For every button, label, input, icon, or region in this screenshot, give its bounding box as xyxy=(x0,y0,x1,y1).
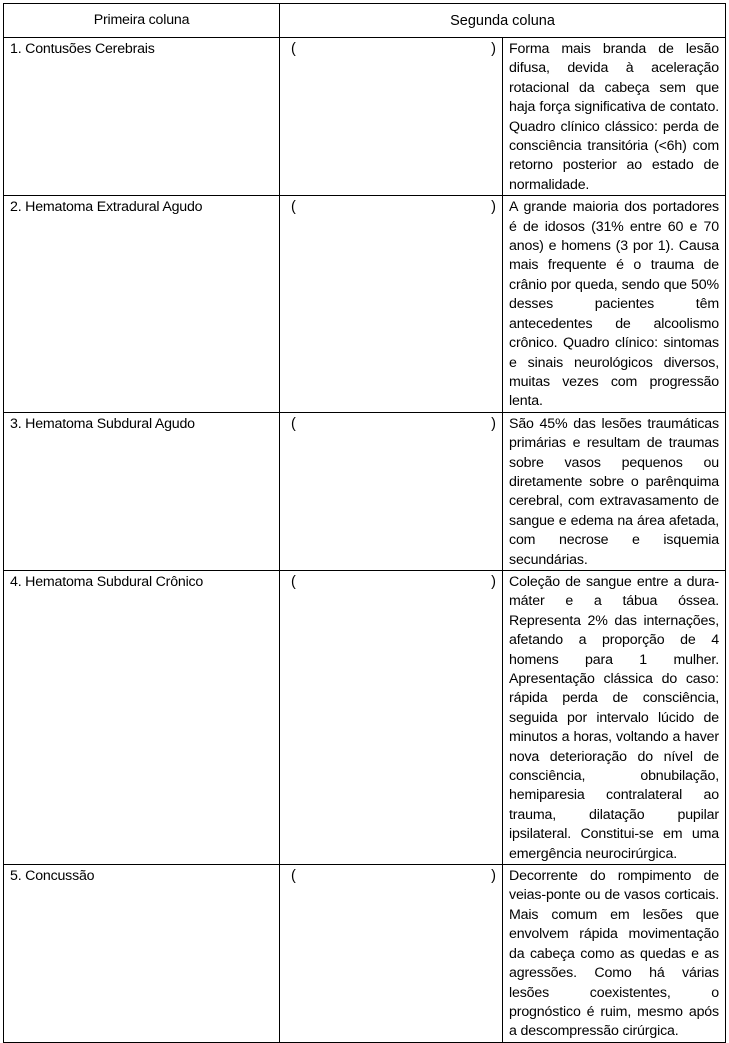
row-label: 5. Concussão xyxy=(4,865,280,1043)
row-description: Forma mais branda de lesão difusa, devida à aceleração rotacional da cabeça sem que haja força significativa de contato. Quadro clínico clássico: perda de consciência transitória (<6h) com retorno posterior ao estado de normalidade. xyxy=(503,38,726,196)
row-description: A grande maioria dos portadores é de idosos (31% entre 60 e 70 anos) e homens (3 por 1). Causa mais frequente é o trauma de crânio por queda, sendo que 50% desses pacientes têm antecedentes de alcoolismo crônico. Quadro clínico: sintomas e sinais neurológicos diversos, muitas vezes com progressão lenta. xyxy=(503,196,726,412)
row-label: 2. Hematoma Extradural Agudo xyxy=(4,196,280,412)
paren-open: ( xyxy=(291,573,296,590)
paren-open: ( xyxy=(291,415,296,432)
paren-open: ( xyxy=(291,868,296,885)
paren-open: ( xyxy=(291,41,296,57)
row-label: 3. Hematoma Subdural Agudo xyxy=(4,412,280,570)
row-description: Coleção de sangue entre a dura-máter e a tábua óssea. Representa 2% das internações, afetando a proporção de 4 homens para 1 mulher. Apresentação clássica do caso: rápida perda de consciência, seguida por intervalo lúcido de minutos a horas, voltando a haver nova deterioração do nível de consciência, obnubilação, hemiparesia contralateral ao trauma, dilatação pupilar ipsilateral. Constitui-se em uma emergência neurocirúrgica. xyxy=(503,570,726,864)
paren-close: ) xyxy=(491,415,496,432)
row-label: 1. Contusões Cerebrais xyxy=(4,38,280,196)
table-row xyxy=(4,865,726,1043)
paren-open: ( xyxy=(291,199,296,216)
header-row xyxy=(4,4,726,38)
matching-table xyxy=(3,3,726,1043)
paren-close: ) xyxy=(491,199,496,216)
row-description: Decorrente do rompimento de veias-ponte ou de vasos corticais. Mais comum em lesões que envolvem rápida movimentação da cabeça como as quedas e as agressões. Como há várias lesões coexistentes, o prognóstico é ruim, mesmo após a descompressão cirúrgica. xyxy=(503,865,726,1043)
paren-close: ) xyxy=(491,41,496,57)
answer-blank[interactable] xyxy=(280,570,503,864)
table-row xyxy=(4,570,726,864)
answer-blank[interactable] xyxy=(280,865,503,1043)
row-label: 4. Hematoma Subdural Crônico xyxy=(4,570,280,864)
paren-close: ) xyxy=(491,573,496,590)
header-segunda-coluna: Segunda coluna xyxy=(280,4,726,38)
table-row xyxy=(4,196,726,412)
table-row xyxy=(4,38,726,196)
table-row xyxy=(4,412,726,570)
row-description: São 45% das lesões traumáticas primárias e resultam de traumas sobre vasos pequenos ou diretamente sobre o parênquima cerebral, com extravasamento de sangue e edema na área afetada, com necrose e isquemia secundárias. xyxy=(503,412,726,570)
header-primeira-coluna: Primeira coluna xyxy=(4,4,280,38)
answer-blank[interactable] xyxy=(280,196,503,412)
answer-blank[interactable] xyxy=(280,38,503,196)
paren-close: ) xyxy=(491,868,496,885)
answer-blank[interactable] xyxy=(280,412,503,570)
